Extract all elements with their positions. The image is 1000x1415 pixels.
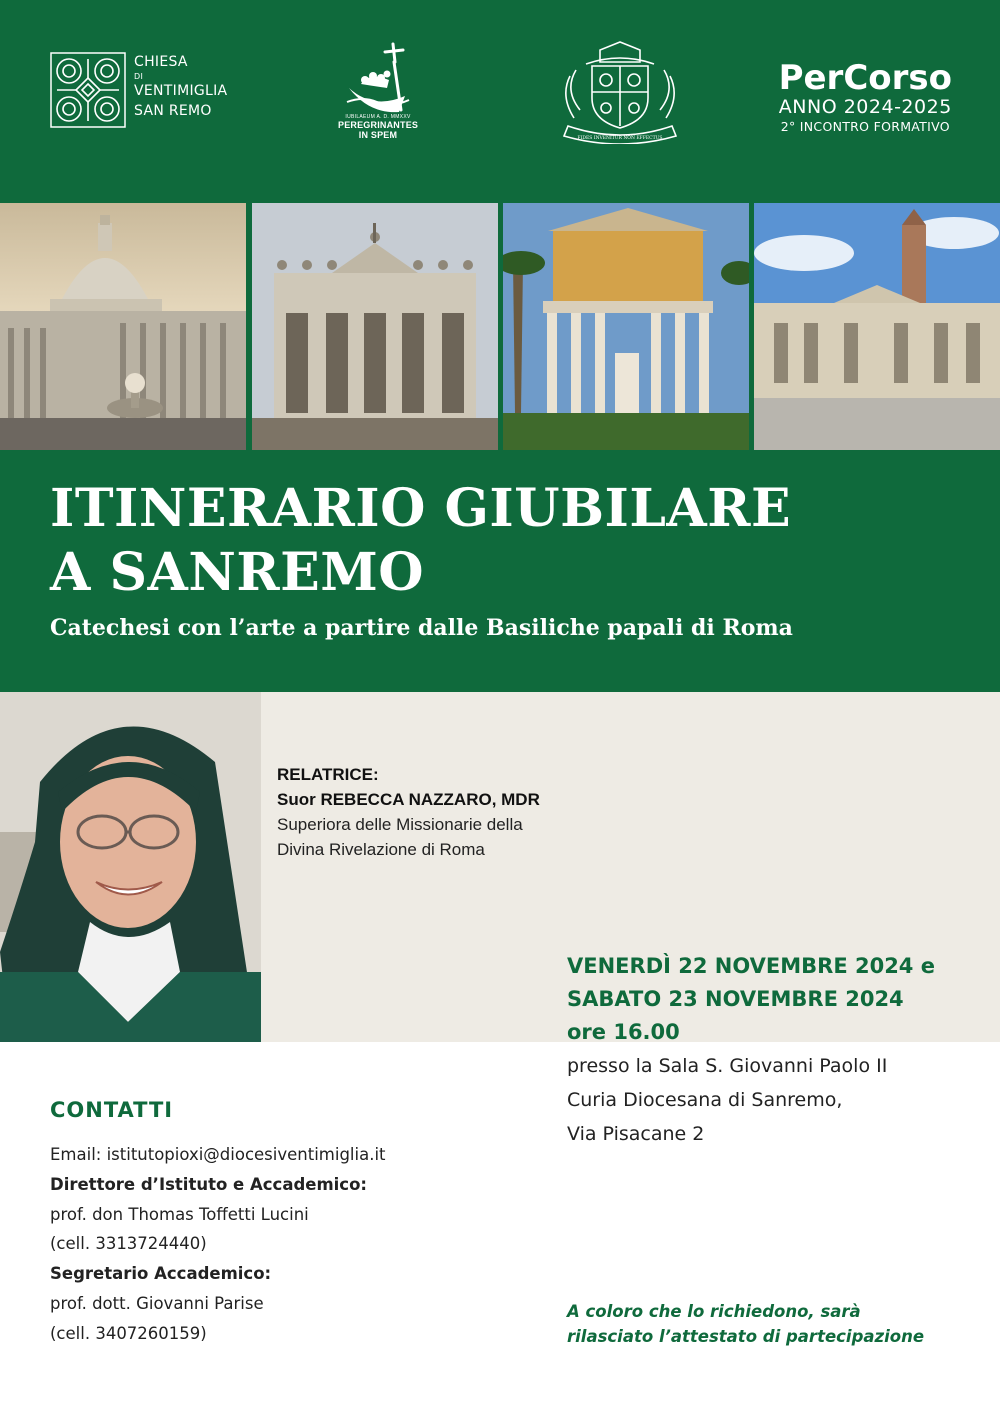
speaker-desc-line2: Divina Rivelazione di Roma — [277, 840, 485, 859]
director-role: Direttore d’Istituto e Accademico: — [50, 1174, 368, 1194]
event-date-2: SABATO 23 NOVEMBRE 2024 — [567, 987, 904, 1011]
jubilee-motto: PEREGRINANTES — [338, 120, 419, 130]
event-date-1: VENERDÌ 22 NOVEMBRE 2024 e — [567, 954, 935, 978]
diocese-logo-icon — [50, 52, 126, 128]
jubilee-logo — [338, 40, 418, 150]
speaker-name: Suor REBECCA NAZZARO, MDR — [277, 790, 540, 809]
director-cell: (cell. 3313724440) — [50, 1234, 207, 1254]
secretary-name: prof. dott. Giovanni Parise — [50, 1293, 264, 1313]
diocese-line4: SAN REMO — [134, 103, 212, 119]
secretary-cell: (cell. 3407260159) — [50, 1323, 207, 1343]
event-venue — [567, 1049, 887, 1151]
photo-st-paul — [503, 203, 749, 450]
photo-st-john-lateran — [252, 203, 498, 450]
contact-email[interactable]: Email: istitutopioxi@diocesiventimiglia.it — [50, 1145, 386, 1164]
bishop-crest-icon — [556, 40, 684, 144]
speaker-info — [277, 762, 540, 862]
basilica-photo-strip — [0, 203, 1000, 450]
director-name: prof. don Thomas Toffetti Lucini — [50, 1204, 309, 1224]
percorso-year: ANNO 2024-2025 — [778, 96, 952, 118]
event-venue-line3: Via Pisacane 2 — [567, 1123, 705, 1145]
event-time: ore 16.00 — [567, 1020, 680, 1044]
percorso-block — [779, 60, 952, 136]
percorso-brand: PerCorso — [778, 58, 952, 98]
certificate-note — [567, 1299, 924, 1349]
page-title-line2: A SANREMO — [50, 542, 425, 603]
jubilee-motto-2: IN SPEM — [358, 130, 398, 140]
percorso-meeting: 2° INCONTRO FORMATIVO — [780, 119, 950, 134]
page-subtitle: Catechesi con l’arte a partire dalle Basiliche papali di Roma — [50, 615, 793, 641]
speaker-desc-line1: Superiora delle Missionarie della — [277, 815, 523, 834]
diocese-name — [134, 52, 227, 121]
contacts-list — [50, 1140, 386, 1349]
secretary-role: Segretario Accademico: — [50, 1264, 272, 1284]
certificate-note-line2: rilasciato l’attestato di partecipazione — [567, 1327, 925, 1346]
event-dates — [567, 950, 935, 1049]
certificate-note-line1: A coloro che lo richiedono, sarà — [567, 1302, 861, 1321]
speaker-photo — [0, 692, 261, 1042]
diocese-line3: VENTIMIGLIA — [134, 83, 228, 99]
diocese-line1: CHIESA — [134, 54, 188, 70]
event-venue-line1: presso la Sala S. Giovanni Paolo II — [567, 1055, 888, 1077]
jubilee-motto-small: IUBILAEUM A. D. MMXXV — [345, 114, 411, 120]
speaker-role: RELATRICE: — [277, 765, 379, 784]
event-venue-line2: Curia Diocesana di Sanremo, — [567, 1089, 843, 1111]
contacts-heading: CONTATTI — [50, 1098, 174, 1122]
page-title-line1: ITINERARIO GIUBILARE — [50, 478, 792, 539]
photo-st-mary-major — [754, 203, 1000, 450]
photo-st-peter — [0, 203, 246, 450]
diocese-line2: DI — [134, 72, 144, 81]
jubilee-boat-icon — [343, 40, 413, 114]
crest-motto: FIDES INVENITUR NON EFFECTUS — [577, 136, 663, 141]
